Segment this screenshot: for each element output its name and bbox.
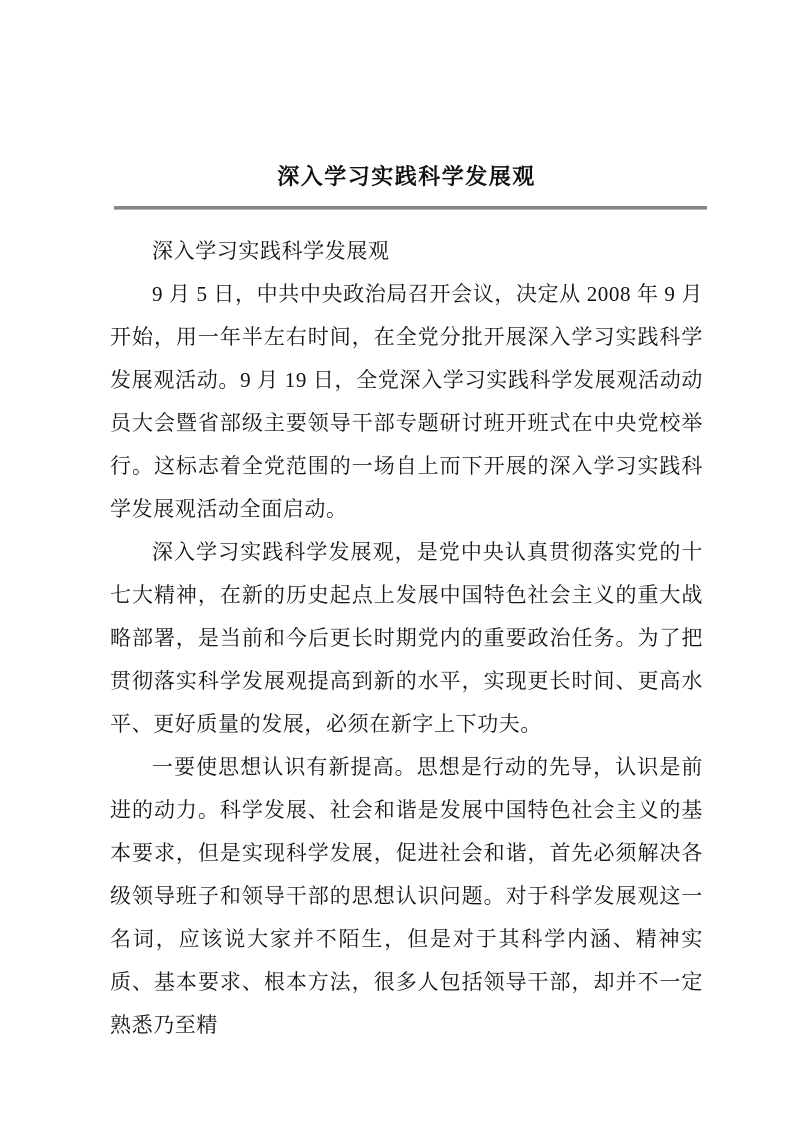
document-title: 深入学习实践科学发展观	[277, 164, 536, 189]
paragraph: 9 月 5 日，中共中央政治局召开会议，决定从 2008 年 9 月开始，用一年半左右时间，在全党分批开展深入学习实践科学发展观活动。9 月 19 日，全党深入学习实践科学发展观活动动员大会暨省部级主要领导干部专题研讨班开班式在中央党校举行。这标志着全党范围的一场自上而下开展的深入学习实践科学发展观活动全面启动。	[110, 282, 703, 521]
paragraph: 一要使思想认识有新提高。思想是行动的先导，认识是前进的动力。科学发展、社会和谐是发展中国特色社会主义的基本要求，但是实现科学发展，促进社会和谐，首先必须解决各级领导班子和领导干部的思想认识问题。对于科学发展观这一名词，应该说大家并不陌生，但是对于其科学内涵、精神实质、基本要求、根本方法，很多人包括领导干部，却并不一定熟悉乃至精	[110, 755, 703, 1037]
paragraph: 深入学习实践科学发展观	[152, 239, 390, 263]
paragraph: 深入学习实践科学发展观，是党中央认真贯彻落实党的十七大精神，在新的历史起点上发展中国特色社会主义的重大战略部署，是当前和今后更长时期党内的重要政治任务。为了把贯彻落实科学发展观提高到新的水平，实现更长时间、更高水平、更好质量的发展，必须在新字上下功夫。	[110, 540, 703, 736]
document-body	[110, 230, 703, 1047]
title-divider	[114, 206, 707, 210]
